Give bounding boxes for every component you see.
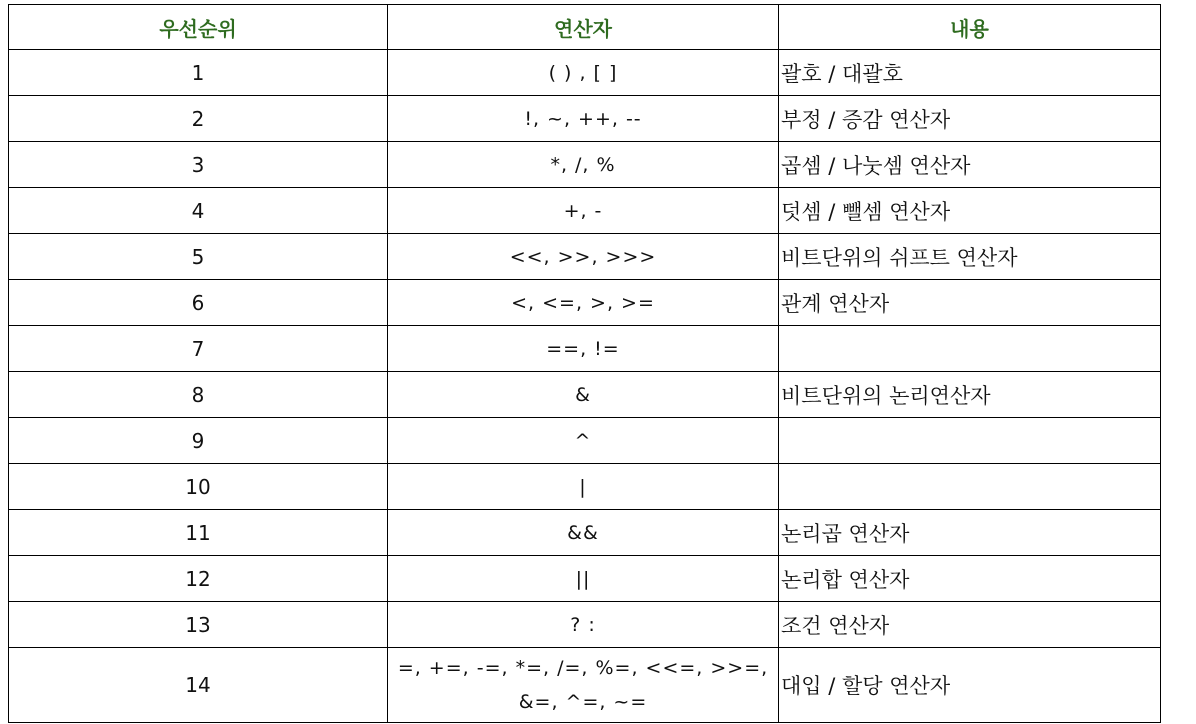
table-header [9,5,1161,50]
operator-cell: <, <=, >, >= [388,280,779,326]
priority-cell: 6 [9,280,388,326]
priority-cell: 8 [9,372,388,418]
table-row [9,464,1161,510]
header-description: 내용 [779,5,1161,50]
priority-cell: 11 [9,510,388,556]
operator-cell: <<, >>, >>> [388,234,779,280]
priority-cell: 14 [9,648,388,723]
table-row [9,602,1161,648]
description-cell: 논리합 연산자 [779,556,1161,602]
table-row [9,142,1161,188]
table-row [9,326,1161,372]
priority-cell: 5 [9,234,388,280]
table-row [9,280,1161,326]
operator-precedence-table [8,4,1161,723]
description-cell: 논리곱 연산자 [779,510,1161,556]
header-row [9,5,1161,50]
description-cell: 곱셈 / 나눗셈 연산자 [779,142,1161,188]
table-body [9,50,1161,723]
priority-cell: 4 [9,188,388,234]
operator-cell: | [388,464,779,510]
table-row [9,234,1161,280]
priority-cell: 2 [9,96,388,142]
description-cell: 비트단위의 논리연산자 [779,372,1161,418]
operator-cell: && [388,510,779,556]
operator-cell: *, /, % [388,142,779,188]
table-row [9,510,1161,556]
operator-cell: ( ) , [ ] [388,50,779,96]
description-cell: 부정 / 증감 연산자 [779,96,1161,142]
description-cell: 괄호 / 대괄호 [779,50,1161,96]
header-priority: 우선순위 [9,5,388,50]
table-row [9,96,1161,142]
description-cell [779,418,1161,464]
table-row [9,50,1161,96]
operator-cell: || [388,556,779,602]
operator-cell: ==, != [388,326,779,372]
description-cell [779,326,1161,372]
operator-cell: & [388,372,779,418]
priority-cell: 12 [9,556,388,602]
operator-line-2: &=, ^=, ~= [518,691,648,713]
operator-cell: !, ~, ++, -- [388,96,779,142]
operator-cell: ^ [388,418,779,464]
priority-cell: 13 [9,602,388,648]
table-row [9,418,1161,464]
description-cell: 관계 연산자 [779,280,1161,326]
operator-line-1: =, +=, -=, *=, /=, %=, <<=, >>=, [397,657,769,679]
description-cell: 비트단위의 쉬프트 연산자 [779,234,1161,280]
header-operator: 연산자 [388,5,779,50]
description-cell: 조건 연산자 [779,602,1161,648]
description-cell: 덧셈 / 뺄셈 연산자 [779,188,1161,234]
operator-cell: +, - [388,188,779,234]
priority-cell: 1 [9,50,388,96]
priority-cell: 7 [9,326,388,372]
table-row [9,556,1161,602]
priority-cell: 9 [9,418,388,464]
description-cell [779,464,1161,510]
table-row [9,188,1161,234]
table-row [9,372,1161,418]
description-cell: 대입 / 할당 연산자 [779,648,1161,723]
priority-cell: 3 [9,142,388,188]
operator-cell: ? : [388,602,779,648]
table-row [9,648,1161,723]
priority-cell: 10 [9,464,388,510]
operator-cell [388,648,779,723]
